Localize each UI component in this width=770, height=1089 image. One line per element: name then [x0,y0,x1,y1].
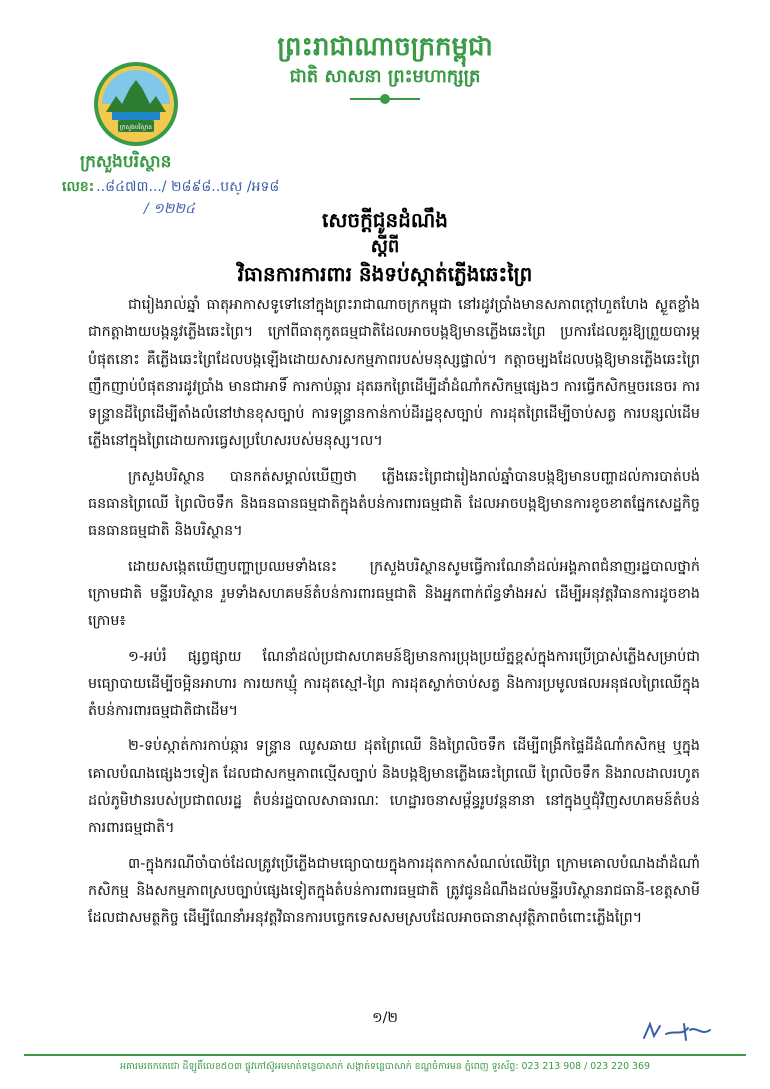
footer-address: អគារមរតកតេជោ ដីឡូតិ៍លេខ៥០៣ ផ្លូវកៅស៊ូអមមាត់ទន្លេបាសាក់ សង្កាត់ទន្លេបាសាក់ ខណ្ឌចំការមន ភ្នំពេញ ទូរស័ព្ទ: 023 213 908 / 023 220 369 [120,1061,650,1072]
document-title: សេចក្តីជូនដំណឹង [322,208,448,232]
paragraph: ៣-ក្នុងករណីចាំបាច់ដែលត្រូវប្រើភ្លើងជាមធ្យោបាយក្នុងការដុតកាកសំណល់ឈើព្រៃ ក្រោមគោលបំណងដាំដំណាំកសិកម្ម និងសកម្មភាពស្របច្បាប់ផ្សេងទៀតក្នុងតំបន់ការពារធម្មជាតិ ត្រូវជូនដំណឹងដល់មន្ទីរបរិស្ថានរាជធានី-ខេត្តសាមី ដែលជាសមត្ថកិច្ច ដើម្បីណែនាំអនុវត្តវិធានការបច្ចេកទេសសមស្របដែលអាចធានាសុវត្ថិភាពចំពោះភ្លើងព្រៃ។ [88,855,700,927]
logo-text: ក្រសួងបរិស្ថាន [119,124,153,131]
paragraph: ជារៀងរាល់ឆ្នាំ ធាតុអាកាសទូទៅនៅក្នុងព្រះរាជាណាចក្រកម្ពុជា នៅរដូវប្រាំងមានសភាពក្តៅហួតហែង ស្ងួតខ្លាំង ជាកត្តាងាយបង្កនូវភ្លើងឆេះព្រៃ។ ក្រៅពីធាតុកូតធម្មជាតិដែលអាចបង្កឱ្យមានភ្លើងឆេះព្រៃ ប្រការដែលគួរឱ្យព្រួយបារម្ភបំផុតនោះ គឺភ្លើងឆេះព្រៃដែលបង្កឡើងដោយសារសកម្មភាពរបស់មនុស្សផ្ទាល់។ កត្តាចម្បងដែលបង្កឱ្យមានភ្លើងឆេះព្រៃញឹកញាប់បំផុតនារដូវប្រាំង មានជាអាទិ៍ ការកាប់ឆ្ការ ដុតឆកព្រៃដើម្បីដាំដំណាំកសិកម្មផ្សេងៗ ការធ្វើកសិកម្មចរនេចរ ការទន្ទ្រានដីព្រៃដើម្បីតាំងលំនៅឋានខុសច្បាប់ ការទន្ទ្រានកាន់កាប់ដីរដ្ឋខុសច្បាប់ ការដុតព្រៃដើម្បីចាប់សត្វ ការបន្សល់ដើមភ្លើងនៅក្នុងព្រៃដោយការធ្វេសប្រហែសរបស់មនុស្ស។ល។ [88,297,701,450]
kingdom-title: ព្រះរាជាណាចក្រកម្ពុជា [277,32,493,62]
ministry-logo [92,60,180,148]
reference-label: លេខ: [62,179,95,195]
signature-initials [640,1016,720,1044]
reference-handwritten: / ១២២៤ [144,201,195,217]
document-subject: វិធានការការពារ និងទប់ស្កាត់ភ្លើងឆេះព្រៃ [237,262,533,286]
document-about: ស្តីពី [370,236,400,257]
document-heading [0,206,770,288]
kingdom-motto: ជាតិ សាសនា ព្រះមហាក្សត្រ [289,66,481,87]
ministry-name: ក្រសួងបរិស្ថាន [80,152,172,172]
paragraph: ២-ទប់ស្កាត់ការកាប់ឆ្ការ ទន្ទ្រាន ឈូសឆាយ ដុតព្រៃឈើ និងព្រៃលិចទឹក ដើម្បីពង្រីកផ្ទៃដីដំណាំកសិកម្ម ឬក្នុងគោលបំណងផ្សេងៗទៀត ដែលជាសកម្មភាពល្មើសច្បាប់ និងបង្កឱ្យមានភ្លើងឆេះព្រៃឈើ ព្រៃលិចទឹក និងរាលដាលរហូតដល់ភូមិឋានរបស់ប្រជាពលរដ្ឋ តំបន់រដ្ឋបាលសាធារណៈ ហេដ្ឋារចនាសម្ព័ន្ធរូបវន្តនានា នៅក្នុងឬជុំវិញសហគមន៍តំបន់ការពារធម្មជាតិ។ [88,738,700,837]
paragraph: ដោយសង្កេតឃើញបញ្ហាប្រឈមទាំងនេះ ក្រសួងបរិស្ថានសូមធ្វើការណែនាំដល់អង្គភាពជំនាញរដ្ឋបាលថ្នាក់ក្រោមជាតិ មន្ទីរបរិស្ថាន រួមទាំងសហគមន៍តំបន់ការពារធម្មជាតិ និងអ្នកពាក់ព័ន្ធទាំងអស់ ដើម្បីអនុវត្តវិធានការដូចខាងក្រោម៖ [88,558,700,630]
footer-divider [24,1054,746,1056]
reference-value: ..៨៤៧៣.../ ២៨៩៨..បស្ /អទ៨ [96,179,280,195]
paragraph: ១-អប់រំ ផ្សព្វផ្សាយ ណែនាំដល់ប្រជាសហគមន៍ឱ្យមានការប្រុងប្រយ័ត្នខ្ពស់ក្នុងការប្រើប្រាស់ភ្លើងសម្រាប់ជាមធ្យោបាយដើម្បីចម្អិនអាហារ ការយកឃ្មុំ ការដុតស្មៅ-ព្រៃ ការដុតស្លាក់ចាប់សត្វ និងការប្រមូលផលអនុផលព្រៃឈើក្នុងតំបន់ការពារធម្មជាតិជាដើម។ [88,648,700,720]
page-number: ១/២ [372,1010,398,1026]
ornament-divider [350,94,420,104]
document-body [88,292,700,941]
paragraph: ក្រសួងបរិស្ថាន បានកត់សម្គាល់ឃើញថា ភ្លើងឆេះព្រៃជារៀងរាល់ឆ្នាំបានបង្កឱ្យមានបញ្ហាដល់ការបាត់បង់ធនធានព្រៃឈើ ព្រៃលិចទឹក និងធនធានធម្មជាតិក្នុងតំបន់ការពារធម្មជាតិ ដែលអាចបង្កឱ្យមានការខូចខាតផ្នែកសេដ្ឋកិច្ច ធនធានធម្មជាតិ និងបរិស្ថាន។ [88,468,700,540]
